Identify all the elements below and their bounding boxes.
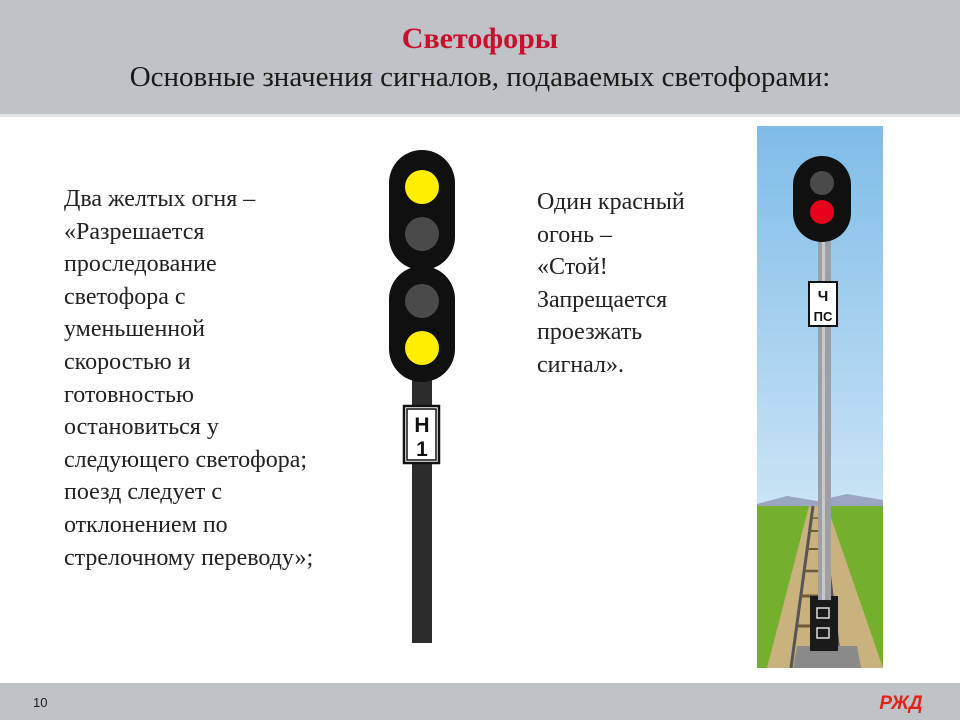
two-yellow-signal-image bbox=[385, 148, 461, 648]
upper-signal-head bbox=[389, 150, 455, 270]
lower-off-lamp bbox=[405, 284, 439, 318]
rzd-logo-icon bbox=[876, 690, 926, 714]
plate-number: 1 bbox=[416, 438, 428, 461]
off-lamp bbox=[810, 171, 834, 195]
svg-text:РЖД: РЖД bbox=[879, 693, 923, 714]
upper-yellow-lamp bbox=[405, 170, 439, 204]
slide-title: Светофоры bbox=[401, 22, 559, 55]
red-signal-image bbox=[757, 126, 883, 668]
plate-code: ПС bbox=[813, 309, 833, 324]
slide-subtitle: Основные значения сигналов, подаваемых светофорами: bbox=[129, 61, 831, 93]
plate-letter: Н bbox=[414, 414, 430, 437]
red-lamp bbox=[810, 200, 834, 224]
one-red-description: Один красный огонь – «Стой! Запрещается проезжать сигнал». bbox=[537, 189, 685, 378]
slide-header bbox=[0, 0, 960, 117]
upper-off-lamp bbox=[405, 217, 439, 251]
plate-letter: Ч bbox=[817, 288, 829, 305]
slide-footer bbox=[0, 683, 960, 720]
lower-yellow-lamp bbox=[405, 331, 439, 365]
page-number: 10 bbox=[33, 695, 48, 710]
relay-box bbox=[810, 596, 838, 651]
two-yellow-description: Два желтых огня – «Разрешается проследование светофора с уменьшенной скоростью и готовностью остановиться у следующего светофора; поезд следует с отклонением по стрелочному переводу»; bbox=[64, 186, 314, 571]
signal-head bbox=[793, 156, 851, 242]
